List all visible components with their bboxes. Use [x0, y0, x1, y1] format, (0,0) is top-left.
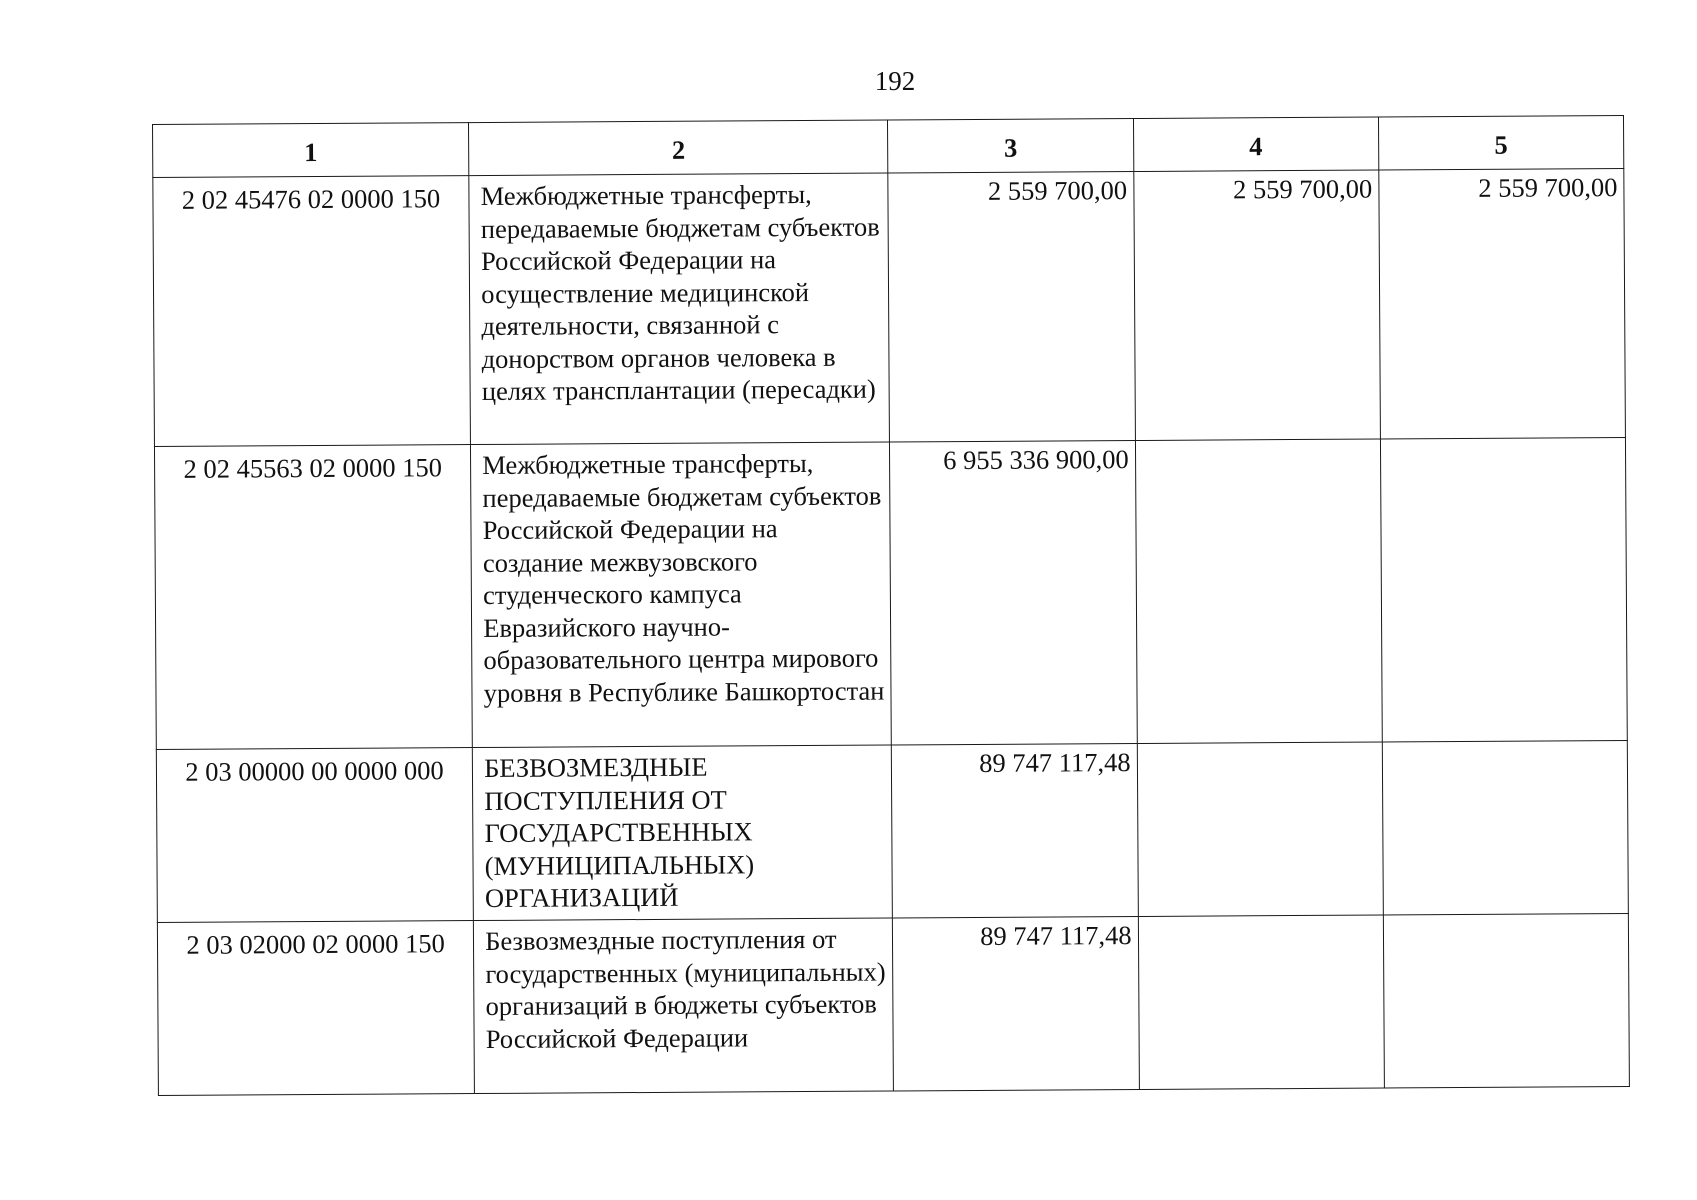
row-code: 2 03 02000 02 0000 150	[157, 921, 474, 1096]
header-col-2: 2	[469, 120, 889, 176]
row-value-col4: 2 559 700,00	[1133, 170, 1380, 440]
table-row	[153, 169, 1626, 447]
row-code: 2 03 00000 00 0000 000	[156, 748, 473, 923]
row-code: 2 02 45476 02 0000 150	[153, 176, 471, 447]
row-value-col4	[1138, 915, 1384, 1089]
table-row	[156, 740, 1628, 922]
header-col-1: 1	[153, 123, 470, 178]
page-number: 192	[874, 66, 916, 96]
row-value-col5: 2 559 700,00	[1379, 169, 1626, 439]
row-code: 2 02 45563 02 0000 150	[154, 445, 472, 750]
table-row	[157, 913, 1629, 1095]
row-value-col3: 89 747 117,48	[893, 916, 1139, 1090]
row-name: Межбюджетные трансферты, передаваемые бюджетам субъектов Российской Федерации на создание межвузовского студенческого кампуса Евразийского научно-образовательного центра мирового уровня в Республике Башкортостан	[471, 442, 892, 748]
row-value-col5	[1380, 438, 1627, 742]
header-col-4: 4	[1133, 117, 1378, 171]
header-col-3: 3	[888, 119, 1133, 173]
table-header-row	[153, 116, 1624, 178]
row-value-col4	[1135, 439, 1382, 743]
row-value-col3: 2 559 700,00	[888, 172, 1135, 442]
row-value-col5	[1383, 913, 1629, 1087]
row-value-col3: 89 747 117,48	[892, 743, 1138, 917]
row-name: БЕЗВОЗМЕЗДНЫЕ ПОСТУПЛЕНИЯ ОТ ГОСУДАРСТВЕННЫХ (МУНИЦИПАЛЬНЫХ) ОРГАНИЗАЦИЙ	[473, 745, 893, 921]
budget-table	[152, 115, 1630, 1096]
row-value-col4	[1137, 742, 1383, 916]
header-col-5: 5	[1378, 116, 1624, 170]
row-name: Межбюджетные трансферты, передаваемые бюджетам субъектов Российской Федерации на осуществление медицинской деятельности, связанной с донорством органов человека в целях трансплантации (пересадки)	[469, 173, 890, 445]
row-value-col3: 6 955 336 900,00	[890, 441, 1137, 745]
table-row	[154, 438, 1627, 750]
row-name: Безвозмездные поступления от государственных (муниципальных) организаций в бюджеты субъектов Российской Федерации	[474, 918, 894, 1094]
row-value-col5	[1382, 740, 1628, 914]
